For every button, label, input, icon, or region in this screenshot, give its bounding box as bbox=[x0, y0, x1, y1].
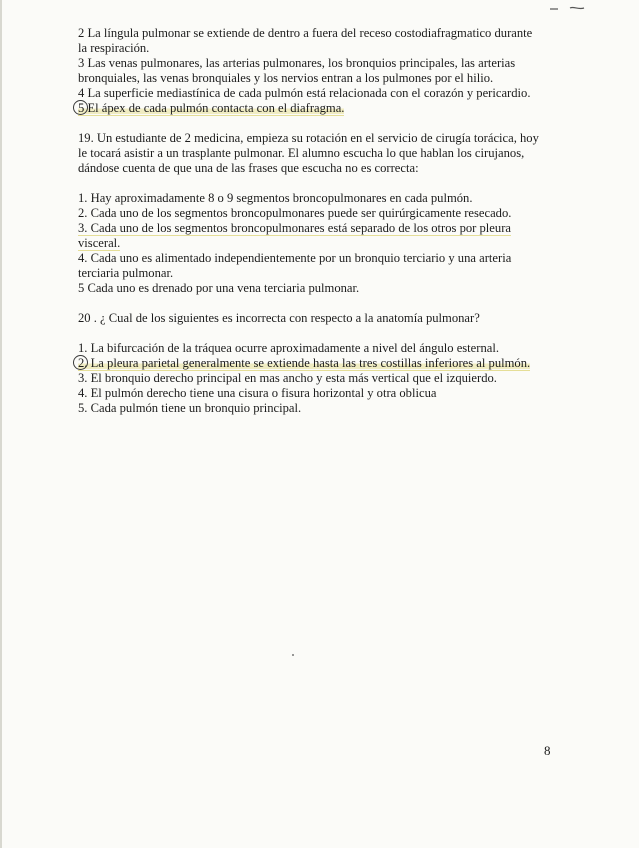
question-20 bbox=[78, 311, 558, 416]
pen-circle-mark bbox=[73, 100, 88, 115]
option-line bbox=[78, 221, 558, 236]
speck bbox=[292, 654, 294, 656]
question-stem: dándose cuenta de que una de las frases que escucha no es correcta: bbox=[78, 161, 419, 175]
option-line: 4. Cada uno es alimentado independientemente por un bronquio terciario y una arteria bbox=[78, 251, 512, 265]
option-line: 4. El pulmón derecho tiene una cisura o fisura horizontal y otra oblicua bbox=[78, 386, 437, 400]
option-line: 1. La bifurcación de la tráquea ocurre aproximadamente a nivel del ángulo esternal. bbox=[78, 341, 499, 355]
question-stem: 20 . ¿ Cual de los siguientes es incorrecta con respecto a la anatomía pulmonar? bbox=[78, 311, 480, 325]
option-line-circled bbox=[78, 101, 558, 116]
option-line bbox=[78, 236, 558, 251]
question-stem: 19. Un estudiante de 2 medicina, empieza su rotación en el servicio de cirugía torácica, hoy bbox=[78, 131, 539, 145]
document-page bbox=[78, 26, 558, 416]
highlighted-option: visceral. bbox=[78, 236, 121, 250]
text-line: 4 La superficie mediastínica de cada pulmón está relacionada con el corazón y pericardio. bbox=[78, 86, 531, 100]
option-line-circled bbox=[78, 356, 558, 371]
option-line: 1. Hay aproximadamente 8 o 9 segmentos broncopulmonares en cada pulmón. bbox=[78, 191, 473, 205]
option-line: 5 Cada uno es drenado por una vena terciaria pulmonar. bbox=[78, 281, 360, 295]
option-line: 2. Cada uno de los segmentos broncopulmonares puede ser quirúrgicamente resecado. bbox=[78, 206, 512, 220]
pen-circle-mark bbox=[73, 355, 88, 370]
highlighted-option: 3. Cada uno de los segmentos broncopulmonares está separado de los otros por pleura bbox=[78, 221, 511, 235]
option-line: 5. Cada pulmón tiene un bronquio principal. bbox=[78, 401, 302, 415]
highlighted-answer: 5 El ápex de cada pulmón contacta con el diafragma. bbox=[78, 101, 345, 115]
corner-scribble bbox=[548, 3, 588, 13]
question-19 bbox=[78, 131, 558, 296]
text-line: bronquiales, las venas bronquiales y los nervios entran a los pulmones por el hilio. bbox=[78, 71, 494, 85]
question-stem: le tocará asistir a un trasplante pulmonar. El alumno escucha lo que hablan los cirujanos, bbox=[78, 146, 525, 160]
text-line: 3 Las venas pulmonares, las arterias pulmonares, los bronquios principales, las arterias bbox=[78, 56, 516, 70]
text-line: 2 La língula pulmonar se extiende de dentro a fuera del receso costodiafragmatico durante bbox=[78, 26, 533, 40]
page-number: 8 bbox=[544, 743, 551, 758]
highlighted-answer: 2. La pleura parietal generalmente se extiende hasta las tres costillas inferiores al pulmón. bbox=[78, 356, 531, 370]
text-line: la respiración. bbox=[78, 41, 150, 55]
scan-edge bbox=[0, 0, 2, 848]
question-18-continuation bbox=[78, 26, 558, 116]
option-line: terciaria pulmonar. bbox=[78, 266, 174, 280]
option-line: 3. El bronquio derecho principal en mas ancho y esta más vertical que el izquierdo. bbox=[78, 371, 497, 385]
